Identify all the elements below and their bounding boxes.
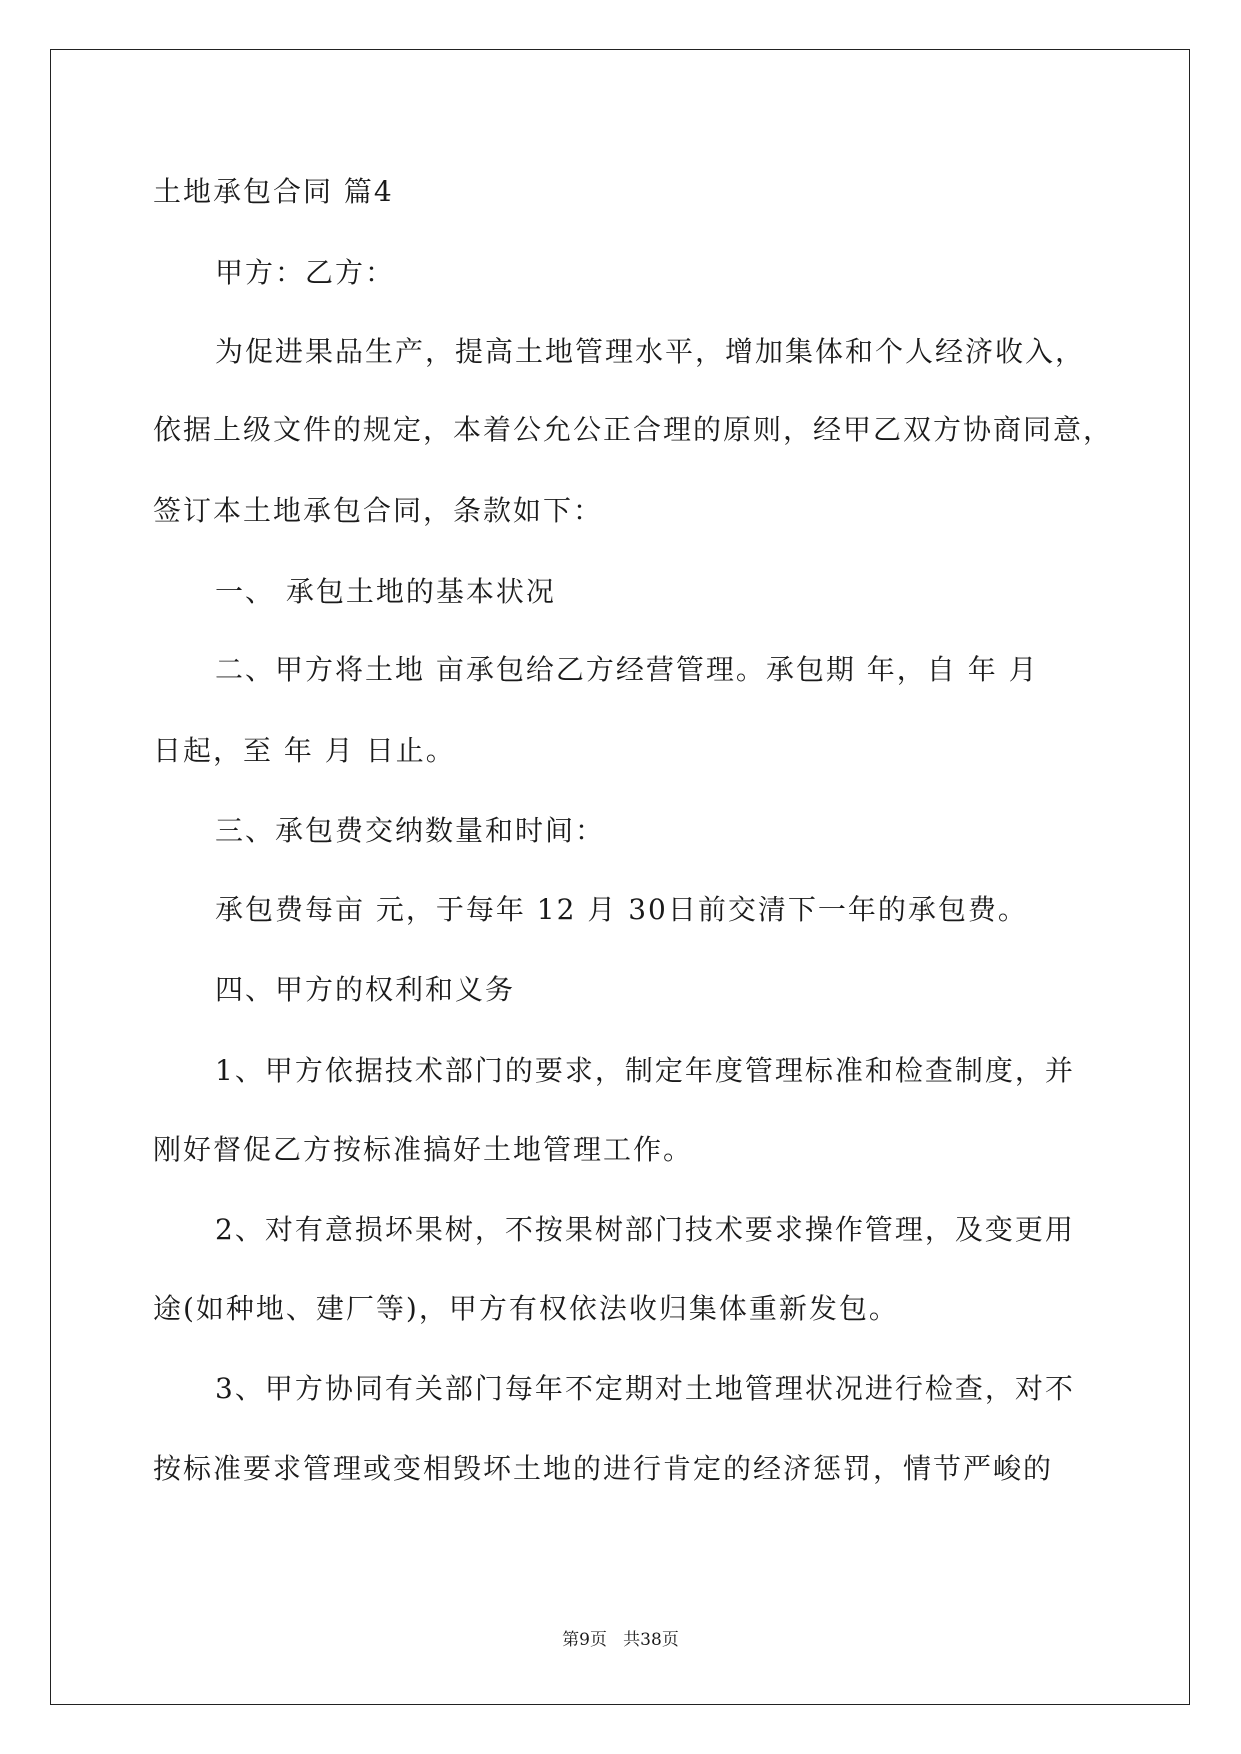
- paragraph-line: 签订本土地承包合同，条款如下：: [153, 494, 604, 527]
- paragraph-line: 2、对有意损坏果树，不按果树部门技术要求操作管理，及变更用: [215, 1213, 1075, 1246]
- section-heading: 三、承包费交纳数量和时间：: [215, 814, 606, 847]
- paragraph-line: 为促进果品生产，提高土地管理水平，增加集体和个人经济收入，: [215, 335, 1086, 368]
- paragraph-line: 3、甲方协同有关部门每年不定期对土地管理状况进行检查，对不: [215, 1372, 1075, 1405]
- paragraph-line: 依据上级文件的规定，本着公允公正合理的原则，经甲乙双方协商同意，: [153, 413, 1114, 446]
- paragraph-line: 二、甲方将土地 亩承包给乙方经营管理。承包期 年，自 年 月: [215, 653, 1039, 686]
- paragraph-line: 1、甲方依据技术部门的要求，制定年度管理标准和检查制度，并: [215, 1054, 1075, 1087]
- document-title: 土地承包合同 篇4: [153, 175, 394, 208]
- parties-line: 甲方：乙方：: [215, 256, 396, 289]
- section-heading: 一、 承包土地的基本状况: [215, 575, 556, 608]
- paragraph-line: 日起，至 年 月 日止。: [153, 734, 456, 767]
- page-number-footer: 第9页 共38页: [562, 1630, 679, 1650]
- paragraph-line: 按标准要求管理或变相毁坏土地的进行肯定的经济惩罚，情节严峻的: [153, 1452, 1054, 1485]
- paragraph-line: 途(如种地、建厂等)，甲方有权依法收归集体重新发包。: [153, 1292, 899, 1325]
- section-heading: 四、甲方的权利和义务: [215, 973, 516, 1006]
- paragraph-line: 刚好督促乙方按标准搞好土地管理工作。: [153, 1133, 694, 1166]
- paragraph-line: 承包费每亩 元，于每年 12 月 30日前交清下一年的承包费。: [215, 893, 1028, 926]
